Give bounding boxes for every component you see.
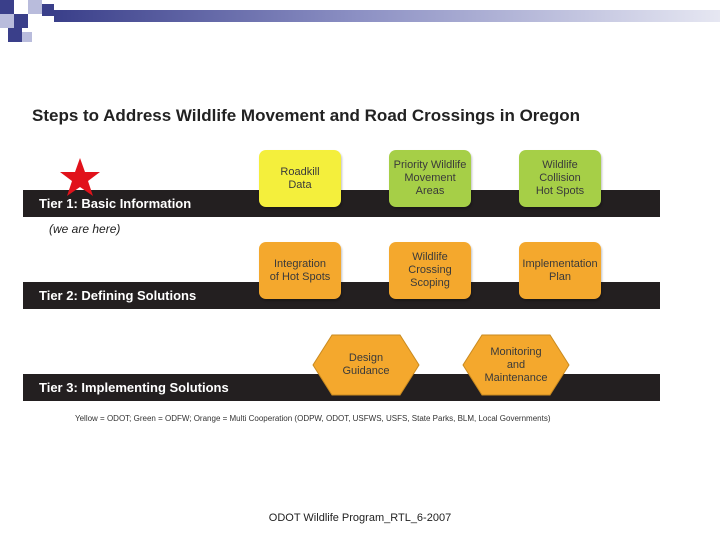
corner-square bbox=[42, 4, 54, 16]
header-line bbox=[54, 10, 720, 22]
corner-square bbox=[0, 0, 14, 14]
step-label: Monitoring and Maintenance bbox=[484, 345, 548, 384]
step-label: Priority Wildlife Movement Areas bbox=[393, 159, 467, 197]
corner-square bbox=[14, 14, 28, 28]
color-legend: Yellow = ODOT; Green = ODFW; Orange = Multi Cooperation (ODPW, ODOT, USFWS, USFS, State Parks, BLM, Local Governments) bbox=[75, 414, 551, 423]
step-label: Wildlife Crossing Scoping bbox=[408, 251, 452, 289]
step-design-guidance bbox=[312, 334, 420, 396]
corner-square bbox=[8, 28, 22, 42]
diagram-title: Steps to Address Wildlife Movement and Road Crossings in Oregon bbox=[32, 106, 581, 125]
step-label: Implementation Plan bbox=[522, 257, 598, 283]
corner-square bbox=[14, 0, 28, 14]
tier-3-label: Tier 3: Implementing Solutions bbox=[39, 380, 229, 395]
tier-2-label: Tier 2: Defining Solutions bbox=[39, 288, 197, 303]
corner-square bbox=[28, 16, 38, 26]
step-monitoring-and-maintenance bbox=[462, 334, 570, 396]
step-implementation-plan bbox=[519, 242, 601, 299]
step-label: Integration of Hot Spots bbox=[269, 257, 331, 283]
step-label: Roadkill Data bbox=[280, 165, 320, 191]
corner-square bbox=[22, 32, 32, 42]
footer-caption: ODOT Wildlife Program_RTL_6-2007 bbox=[268, 512, 452, 524]
corner-square bbox=[28, 0, 42, 14]
tier-1-label: Tier 1: Basic Information bbox=[39, 196, 192, 211]
corner-square bbox=[0, 14, 14, 28]
step-roadkill-data bbox=[259, 150, 341, 207]
star-icon bbox=[58, 157, 102, 199]
step-priority-wildlife-movement-areas bbox=[389, 150, 471, 207]
step-label: Wildlife Collision Hot Spots bbox=[535, 159, 585, 197]
step-label: Design Guidance bbox=[342, 352, 390, 377]
step-integration-of-hot-spots bbox=[259, 242, 341, 299]
step-wildlife-collision-hot-spots bbox=[519, 150, 601, 207]
step-wildlife-crossing-scoping bbox=[389, 242, 471, 299]
star-shape bbox=[60, 158, 100, 196]
we-are-here-label: (we are here) bbox=[49, 222, 121, 236]
